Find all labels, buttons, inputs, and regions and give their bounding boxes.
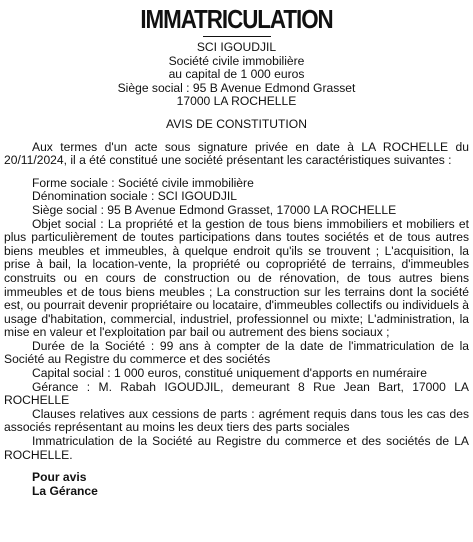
paragraph-immatriculation: Immatriculation de la Société au Registre du commerce et des sociétés de LA ROCHELLE. xyxy=(4,434,469,462)
field-forme-sociale: Forme sociale : Société civile immobilière xyxy=(32,175,254,190)
paragraph-duree: Durée de la Société : 99 ans à compter de la date de l'immatriculation de la Société au Registre du commerce et des sociétés xyxy=(4,338,469,367)
field-siege-social: Siège social : 95 B Avenue Edmond Grasset, 17000 LA ROCHELLE xyxy=(32,202,397,217)
paragraph-gerance: Gérance : M. Rabah IGOUDJIL, demeurant 8 Rue Jean Bart, 17000 LA ROCHELLE xyxy=(4,379,469,408)
company-city: 17000 LA ROCHELLE xyxy=(176,94,297,109)
intro-paragraph: Aux termes d'un acte sous signature privée en date à LA ROCHELLE du 20/11/2024, il a été constitué une société présentant les caractéristiques suivantes : xyxy=(4,139,469,168)
notice-headline: IMMATRICULATION xyxy=(140,4,333,34)
company-name: SCI IGOUDJIL xyxy=(196,40,277,54)
field-denomination: Dénomination sociale : SCI IGOUDJIL xyxy=(32,189,238,204)
company-seat: Siège social : 95 B Avenue Edmond Grasset xyxy=(117,80,356,95)
headline-divider xyxy=(203,36,271,37)
paragraph-objet-social: Objet social : La propriété et la gestion de tous biens immobiliers et mobiliers et plus particulièrement de toutes participations dans toutes sociétés et de tous autres biens meubles et immeubles, à quelque endroit qu'ils se trouvent ; L'acquisition, la prise à bail, la location-vente, la propriété ou copropriété de terrains, d'immeubles construits ou en cours de construction ou de rénovation, de tous autres biens immeubles et de tous biens meubles ; La construction sur les terrains dont la société est, ou pourrait devenir propriétaire ou locataire, d'immeubles collectifs ou individuels à usage d'habitation, commercial, industriel, professionnel ou mixte; L'administration, la mise en valeur et l'exploitation par bail ou autrement des biens sociaux ; xyxy=(4,216,469,340)
paragraph-capital: Capital social : 1 000 euros, constitué uniquement d'apports en numéraire xyxy=(32,366,427,381)
company-type: Société civile immobilière xyxy=(168,53,305,68)
company-capital: au capital de 1 000 euros xyxy=(168,67,305,82)
signature-pour-avis: Pour avis xyxy=(32,470,87,485)
notice-title: AVIS DE CONSTITUTION xyxy=(166,116,307,131)
signature-gerance: La Gérance xyxy=(32,483,98,498)
paragraph-clauses: Clauses relatives aux cessions de parts : agrément requis dans tous les cas des associés représentant au moins les deux tiers des parts sociales xyxy=(4,406,469,435)
